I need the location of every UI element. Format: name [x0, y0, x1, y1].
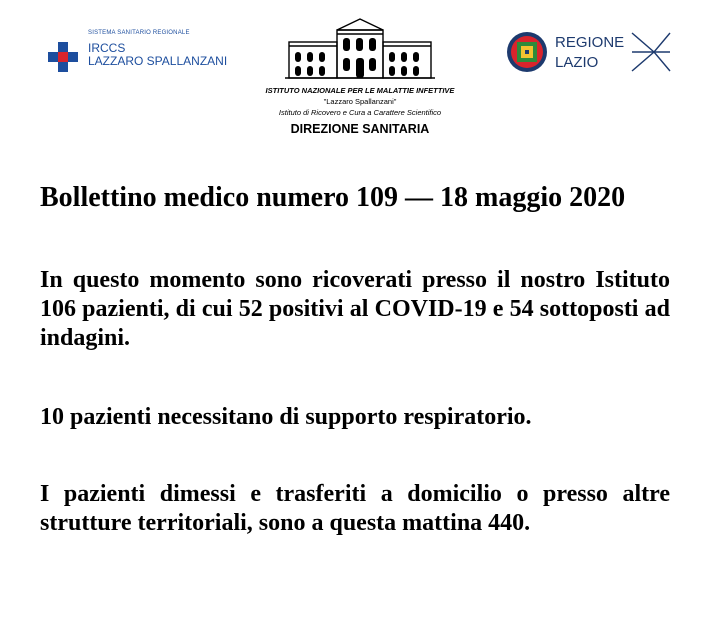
institution-eponym: "Lazzaro Spallanzani"	[323, 97, 397, 106]
department-title: DIREZIONE SANITARIA	[290, 122, 430, 136]
paragraph-discharges: I pazienti dimessi e trasferiti a domicilio o presso altre strutture territoriali, sono a questa mattina 440.	[40, 481, 670, 536]
logo-line-irccs: IRCCS	[88, 41, 126, 55]
institution-name: ISTITUTO NAZIONALE PER LE MALATTIE INFETTIVE	[265, 86, 455, 95]
logo-subtitle: SISTEMA SANITARIO REGIONALE	[88, 30, 190, 36]
building-icon	[285, 16, 435, 82]
institution-header	[235, 16, 485, 136]
lazio-chevron-icon	[630, 30, 672, 74]
logo-line-name: LAZZARO SPALLANZANI	[88, 54, 228, 68]
paragraph-respiratory-support: 10 pazienti necessitano di supporto respiratorio.	[40, 404, 532, 430]
regione-lazio-emblem-icon	[505, 30, 549, 74]
red-cross-icon	[48, 42, 78, 72]
bulletin-title: Bollettino medico numero 109 — 18 maggio 2020	[40, 182, 626, 213]
regione-label: REGIONE	[555, 34, 625, 51]
institution-type: Istituto di Ricovero e Cura a Carattere Scientifico	[278, 108, 442, 117]
paragraph-admissions: In questo momento sono ricoverati presso il nostro Istituto 106 pazienti, di cui 52 positivi al COVID-19 e 54 sottoposti ad indagini.	[40, 267, 670, 351]
lazio-label: LAZIO	[555, 54, 599, 71]
spallanzani-logo	[48, 30, 238, 80]
regione-lazio-logo	[505, 30, 675, 80]
